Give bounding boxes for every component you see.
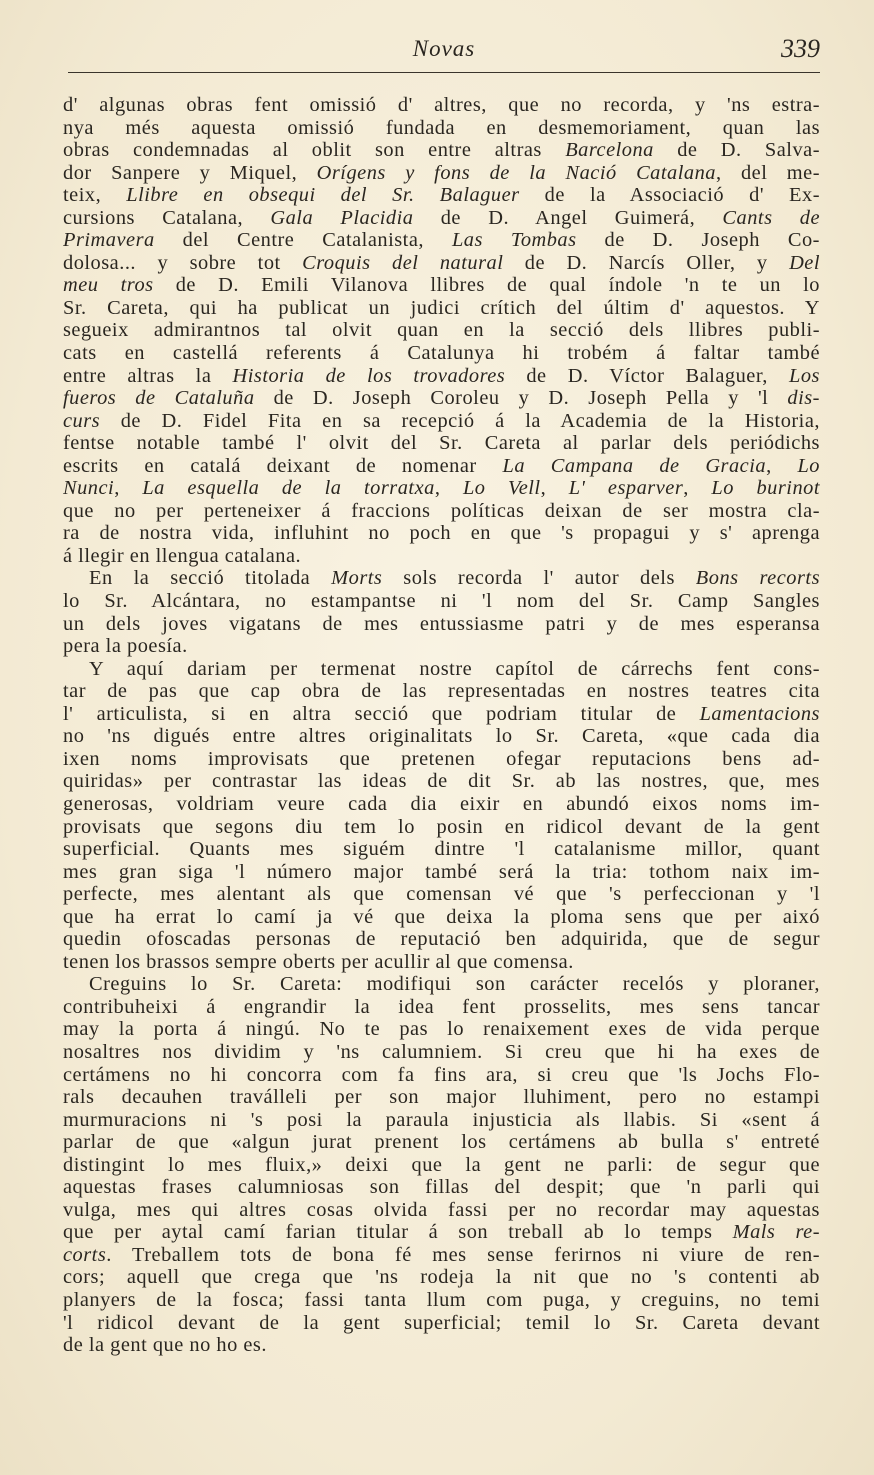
text-line xyxy=(63,1199,820,1222)
text-run: Sr. Careta, qui ha publicat un judici crítich del últim d' aquestos. Y xyxy=(63,296,820,319)
text-line xyxy=(63,996,820,1019)
text-line xyxy=(63,883,820,906)
text-line xyxy=(63,117,820,140)
italic-title: Croquis del natural xyxy=(302,251,504,274)
text-run: lo Sr. Alcántara, no estampantse ni 'l nom del Sr. Camp Sangles xyxy=(63,590,820,613)
text-line xyxy=(63,1086,820,1109)
text-run: planyers de la fosca; fassi tanta llum com puga, y creguins, no temi xyxy=(63,1288,820,1311)
text-line xyxy=(63,1176,820,1199)
italic-title: corts xyxy=(63,1243,107,1266)
italic-title: Bons recorts xyxy=(695,567,820,590)
text-line xyxy=(63,680,820,703)
text-run: de D. Joseph Coroleu y D. Joseph Pella y 'l xyxy=(254,387,788,410)
text-run: En la secció titolada xyxy=(89,567,332,590)
text-line xyxy=(63,297,820,320)
text-run: d' algunas obras fent omissió d' altres, que no recorda, y 'ns estra- xyxy=(63,94,820,116)
text-line xyxy=(63,1041,820,1064)
text-line xyxy=(63,477,820,500)
italic-title: Gala Placidia xyxy=(270,206,414,229)
text-run: certámens no hi concorra com fa fins ara, si creu que 'ls Jochs Flo- xyxy=(63,1063,820,1086)
text-run: tar de pas que cap obra de las representadas en nostres teatres cita xyxy=(63,680,820,703)
italic-title: Las Tombas xyxy=(451,229,577,252)
italic-title: fueros de Cataluña xyxy=(63,387,255,410)
text-line xyxy=(63,432,820,455)
italic-title: Lo burinot xyxy=(711,477,820,500)
text-run: de D. Víctor Balaguer, xyxy=(505,364,790,387)
text-line xyxy=(63,274,820,297)
text-line xyxy=(63,410,820,433)
text-run: parlar de que «algun jurat prenent los certámens ab bulla s' entreté xyxy=(63,1131,820,1154)
text-line xyxy=(63,319,820,342)
text-line xyxy=(63,1244,820,1267)
text-line xyxy=(63,162,820,185)
text-run: may la porta á ningú. No te pas lo renaixement exes de vida perque xyxy=(63,1018,820,1041)
text-line xyxy=(63,1289,820,1312)
text-line xyxy=(63,1154,820,1177)
text-run: . Treballem tots de bona fé mes sense ferirnos ni viure de ren- xyxy=(106,1243,820,1266)
text-run: cors; aquell que crega que 'ns rodeja la nit que no 's contenti ab xyxy=(63,1266,820,1289)
italic-title: Lamentacions xyxy=(699,702,820,725)
text-run: nya més aquesta omissió fundada en desmemoriament, quan las xyxy=(63,116,820,139)
text-line xyxy=(63,770,820,793)
text-line xyxy=(63,658,820,681)
header-rule xyxy=(68,72,820,73)
text-run: , xyxy=(114,477,143,500)
text-run: fentse notable també l' olvit del Sr. Careta al parlar dels periódichs xyxy=(63,432,820,455)
text-run: dor Sanpere y Miquel, xyxy=(63,161,317,184)
text-run: dolosa... y sobre tot xyxy=(63,251,303,274)
italic-title: meu tros xyxy=(63,274,154,297)
italic-title: Los xyxy=(789,364,820,387)
text-run: mes gran siga 'l número major també será la tria: tothom naix im- xyxy=(63,860,820,883)
text-run: no 'ns digués entre altres originalitats lo Sr. Careta, «que cada dia xyxy=(63,725,820,748)
italic-title: Mals re- xyxy=(732,1221,820,1244)
text-run: ixen noms improvisats que pretenen ofegar reputacions bens ad- xyxy=(63,747,820,770)
text-line xyxy=(63,139,820,162)
text-run: ra de nostra vida, influhint no poch en que 's propagui y s' aprenga xyxy=(63,522,820,545)
body-text xyxy=(63,94,820,1357)
text-run: pera la poesía. xyxy=(63,635,188,658)
running-title: Novas xyxy=(412,36,476,61)
text-run: aquestas frases calumniosas son fillas del despit; que 'n parli qui xyxy=(63,1176,820,1199)
text-run: tenen los brassos sempre oberts per acullir al que comensa. xyxy=(63,950,574,973)
italic-title: Morts xyxy=(331,567,383,590)
text-run: de la Associació d' Ex- xyxy=(519,184,820,207)
text-line xyxy=(63,951,820,974)
text-line xyxy=(63,928,820,951)
text-run: , del me- xyxy=(715,161,820,184)
text-run: perfecte, mes alentant als que comensan vé que 's perfeccionan y 'l xyxy=(63,883,820,906)
text-line xyxy=(63,1221,820,1244)
text-line xyxy=(63,229,820,252)
text-line xyxy=(63,500,820,523)
text-line xyxy=(63,522,820,545)
text-line xyxy=(63,1018,820,1041)
italic-title: La esquella de la torratxa xyxy=(142,477,435,500)
text-run: Y aquí dariam per termenat nostre capítol de cárrechs fent cons- xyxy=(89,657,820,680)
text-run: generosas, voldriam veure cada dia eixir en abundó eixos noms im- xyxy=(63,792,820,815)
text-run: cursions Catalana, xyxy=(63,206,271,229)
text-run: del Centre Catalanista, xyxy=(154,229,452,252)
text-run: distingint lo mes fluix,» deixi que la gent ne parli: de segur que xyxy=(63,1153,820,1176)
page-number: 339 xyxy=(781,34,820,63)
text-line xyxy=(63,1109,820,1132)
text-line xyxy=(63,567,820,590)
text-line xyxy=(63,365,820,388)
text-line xyxy=(63,252,820,275)
text-line xyxy=(63,545,820,568)
text-run: de D. Emili Vilanova llibres de qual índole 'n te un lo xyxy=(153,274,820,297)
text-line xyxy=(63,1064,820,1087)
text-line xyxy=(63,342,820,365)
text-line xyxy=(63,184,820,207)
italic-title: Lo Vell xyxy=(462,477,541,500)
italic-title: Barcelona xyxy=(565,139,654,162)
text-run: murmuracions ni 's posi la paraula injusticia als llabis. Si «sent á xyxy=(63,1108,820,1131)
italic-title: Del xyxy=(789,251,820,274)
text-line xyxy=(63,703,820,726)
italic-title: Historia de los trovadores xyxy=(232,364,506,387)
text-run: contribuheixi á engrandir la idea fent prosselits, mes sens tancar xyxy=(63,995,820,1018)
text-run: obras condemnadas al oblit son entre altras xyxy=(63,139,566,162)
text-line xyxy=(63,207,820,230)
text-run: entre altras la xyxy=(63,364,233,387)
text-run: , xyxy=(434,477,463,500)
text-line xyxy=(63,861,820,884)
text-run: de D. Angel Guimerá, xyxy=(413,206,723,229)
text-run: teix, xyxy=(63,184,127,207)
text-run: que ha errat lo camí ja vé que deixa la ploma sens que per aixó xyxy=(63,905,820,928)
italic-title: curs xyxy=(63,409,101,432)
text-line xyxy=(63,94,820,117)
text-run: de D. Salva- xyxy=(653,139,820,162)
text-run: quiridas» per contrastar las ideas de dit Sr. ab las nostres, que, mes xyxy=(63,770,820,793)
italic-title: Orígens y fons de la Nació Catalana xyxy=(316,161,716,184)
text-run: escrits en catalá deixant de nomenar xyxy=(63,454,503,477)
text-run: de D. Joseph Co- xyxy=(576,229,820,252)
text-run: superficial. Quants mes siguém dintre 'l catalanisme millor, quant xyxy=(63,838,820,861)
text-run: un dels joves vigatans de mes entussiasme patri y de mes esperansa xyxy=(63,612,820,635)
text-run: l' articulista, si en altra secció que podriam titular de xyxy=(63,702,700,725)
text-run: segueix admirantnos tal olvit quan en la secció dels llibres publi- xyxy=(63,319,820,342)
text-run: Creguins lo Sr. Careta: modifiqui son carácter recelós y ploraner, xyxy=(89,973,820,996)
italic-title: La Campana de Gracia xyxy=(502,454,767,477)
text-run: vulga, mes qui altres cosas olvida fassi per no recordar may aquestas xyxy=(63,1198,820,1221)
italic-title: Llibre en obsequi del Sr. Balaguer xyxy=(126,184,520,207)
text-run: provisats que segons diu tem lo posin en ridicol devant de la gent xyxy=(63,815,820,838)
italic-title: Primavera xyxy=(63,229,155,252)
text-run: de la gent que no ho es. xyxy=(63,1334,267,1357)
text-line xyxy=(63,816,820,839)
running-header xyxy=(68,30,820,70)
italic-title: L' esparver xyxy=(568,477,684,500)
text-line xyxy=(63,635,820,658)
text-line xyxy=(63,1334,820,1357)
text-run: de D. Fidel Fita en sa recepció á la Academia de la Historia, xyxy=(100,409,820,432)
italic-title: Lo xyxy=(797,454,820,477)
text-line xyxy=(63,1131,820,1154)
text-run: rals decauhen traválleli per son major lluhiment, pero no estampi xyxy=(63,1086,820,1109)
italic-title: Cants de xyxy=(722,206,820,229)
text-run: quedin ofoscadas personas de reputació ben adquirida, que de segur xyxy=(63,928,820,951)
text-line xyxy=(63,725,820,748)
text-line xyxy=(63,387,820,410)
text-line xyxy=(63,613,820,636)
text-run: , xyxy=(540,477,569,500)
text-run: nosaltres nos dividim y 'ns calumniem. Si creu que hi ha exes de xyxy=(63,1040,820,1063)
text-line xyxy=(63,838,820,861)
text-line xyxy=(63,793,820,816)
italic-title: Nunci xyxy=(63,477,115,500)
text-run: que no per perteneixer á fraccions políticas deixan de ser mostra cla- xyxy=(63,499,820,522)
text-line xyxy=(63,1312,820,1335)
text-run: sols recorda l' autor dels xyxy=(382,567,696,590)
text-line xyxy=(63,455,820,478)
text-line xyxy=(63,1266,820,1289)
text-run: , xyxy=(766,454,798,477)
text-line xyxy=(63,748,820,771)
text-run: , xyxy=(683,477,712,500)
text-line xyxy=(63,973,820,996)
text-line xyxy=(63,590,820,613)
italic-title: dis- xyxy=(787,387,820,410)
text-run: que per aytal camí farian titular á son treball ab lo temps xyxy=(63,1221,733,1244)
text-line xyxy=(63,906,820,929)
text-run: 'l ridicol devant de la gent superficial; temil lo Sr. Careta devant xyxy=(63,1311,820,1334)
text-run: á llegir en llengua catalana. xyxy=(63,544,302,567)
text-run: de D. Narcís Oller, y xyxy=(503,251,790,274)
text-run: cats en castellá referents á Catalunya hi trobém á faltar també xyxy=(63,342,820,365)
